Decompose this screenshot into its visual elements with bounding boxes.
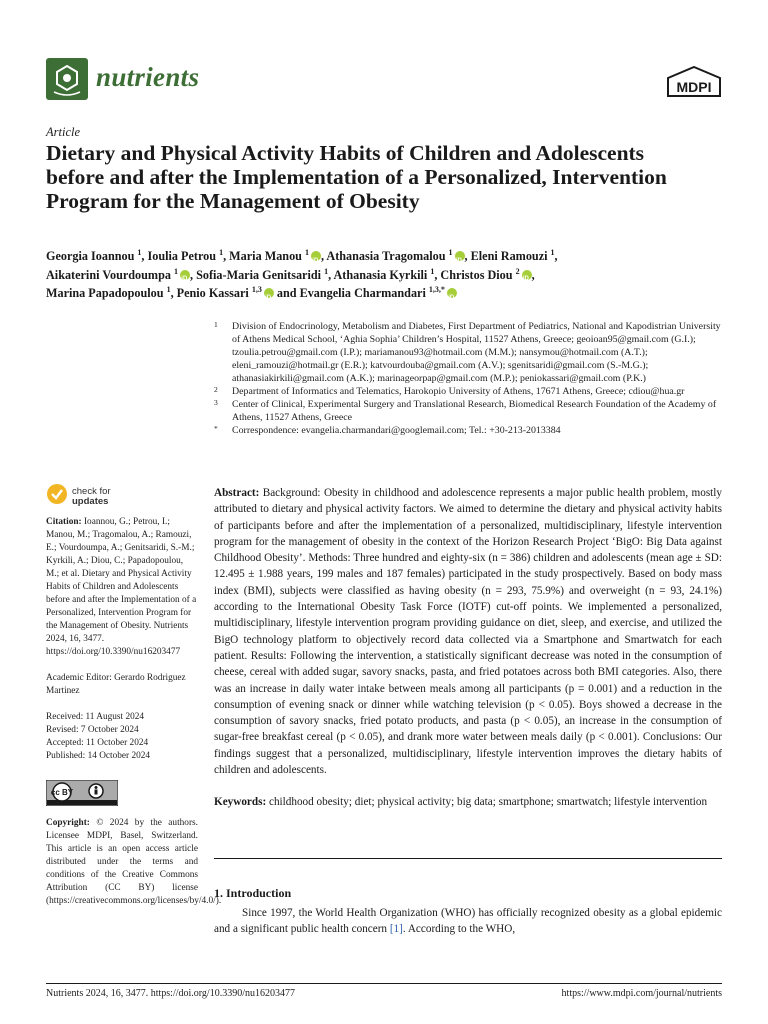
citation-text: Ioannou, G.; Petrou, I.; Manou, M.; Tragomalou, A.; Ramouzi, E.; Vourdoumpa, A.; Genitsaridi, S.-M.; Kyrkili, A.; Diou, C.; Papadopoulou, M.; et al. Dietary and Physical Activity Habits of Children and Adolescents before and after the Implementation of a Personalized, Intervention Program for the Management of Obesity. Nutrients 2024, 16, 3477. https://doi.org/10.3390/nu16203477 [46,517,197,657]
author [177,286,300,300]
author-separator: , [190,267,197,282]
author [148,249,230,263]
orcid-icon[interactable] [455,251,465,261]
intro-text-after: . According to the WHO, [402,923,516,936]
abstract-text: Background: Obesity in childhood and adolescence represents a major public health problem, mostly attributed to dietary and physical activity factors. We aimed to determine the dietary and physical activity habits of participants before and after the implementation of a personalized, multidisciplinary, lifestyle intervention program for the management of obesity in the context of the Horizon Research Project ‘BigO: Big Data against Childhood Obesity’. Methods: Three hundred and eighty-six (n = 386) children and adolescents (mean age ± SD: 12.495 ± 1.988 years, 199 males and 187 females) participated in the study prospectively. Based on body mass index (BMI), subjects were classified as having obesity (n = 293, 75.9%) and overweight (n = 93, 24.1%) according to the International Obesity Task Force (IOTF) cut-off points. We implemented a personalized, multidisciplinary, lifestyle intervention program providing guidance on diet, sleep, and exercise, and utilized the BigO technology platform to objectively record data collected via a Smartphone and Smartwatch for each patient. Results: Following the intervention, a statistically significant decrease was noted in the consumption of cheese, cereal with added sugar, savory snacks, pasta, and fried potatoes across both BMI categories. Also, there was an increase in daily water intake between meals among all participants (p = 0.001) and a reduction in the consumption of evening snack or dinner while watching television (p < 0.05). Boys showed a decrease in the consumption of savory snacks, fried potato products, and pasta (p < 0.05), an increase in the consumption of sugar-free breakfast cereal (p < 0.05), and drank more water between meals daily (p < 0.001). Conclusions: Our findings suggest that a personalized, multidisciplinary, lifestyle intervention improves the dietary habits of children and adolescents. [214,487,722,777]
citation-label: Citation: [46,517,82,527]
section-divider [214,858,722,859]
orcid-icon[interactable] [522,270,532,280]
author-separator: , [141,249,148,263]
author-affiliation-number: 1,3 [251,284,262,294]
author [46,268,196,282]
orcid-icon[interactable] [447,288,457,298]
affiliation-text: Correspondence: evangelia.charmandari@googlemail.com; Tel.: +30-213-2013384 [232,425,561,436]
author-separator: , [464,249,471,263]
abstract [214,485,722,778]
keywords-text: childhood obesity; diet; physical activity; big data; smartphone; smartwatch; lifestyle intervention [266,796,708,809]
orcid-icon[interactable] [311,251,321,261]
author-affiliation-number: 2 [515,266,520,276]
intro-heading: 1. Introduction [214,886,292,900]
affiliations [214,320,726,437]
affiliation-item [214,424,726,437]
author-affiliation-number: 1 [448,247,453,257]
page-header [46,58,722,104]
author-separator: , [170,286,177,300]
citation-block [46,516,198,659]
author-name: Georgia Ioannou [46,249,135,263]
orcid-icon[interactable] [264,288,274,298]
copyright-block [46,817,222,908]
affiliation-item [214,320,726,385]
author [326,249,470,263]
author-name: Eleni Ramouzi [470,249,548,263]
author-separator: and [273,286,300,300]
author-affiliation-number: 1 [550,247,555,257]
copyright-text: © 2024 by the authors. Licensee MDPI, Basel, Switzerland. This article is an open access article distributed under the terms and conditions of the Creative Commons Attribution (CC BY) license (https://creativecommons.org/licenses/by/4.0/). [46,818,222,906]
keywords [214,794,722,810]
affiliation-number: 2 [214,385,218,394]
author-name: Aikaterini Vourdoumpa [46,267,171,282]
author-affiliation-number: 1,3,* [428,284,445,294]
affiliation-item [214,385,726,398]
check-for-updates-badge[interactable] [46,480,198,510]
affiliation-text: Division of Endocrinology, Metabolism and Diabetes, First Department of Pediatrics, National and Kapodistrian University of Athens Medical School, ‘Aghia Sophia’ Children’s Hospital, 11527 Athens, Greece; geoioan95@gmail.com (G.I.); tzoulia.petrou@gmail.com (I.P.); mariamanou93@hotmail.com (M.M.); nansymou@hotmail.com (A.T.); eleni_ramouzi@hotmail.gr (E.R.); katvourdouba@gmail.com (A.V.); sgenitsaridi@gmail.com (S.-M.G.); athanasiakirkili@gmail.com (A.K.); marinageorpap@gmail.com (M.P.); peniokassari@gmail.com (P.K.) [232,321,721,384]
copyright-label: Copyright: [46,818,90,828]
author [440,268,534,282]
author [471,249,558,263]
affiliation-number: 3 [214,398,218,407]
article-type: Article [46,125,81,139]
author-name: Sofia-Maria Genitsaridi [196,267,322,282]
abstract-label: Abstract: [214,487,260,499]
author-name: Marina Papadopoulou [46,286,164,300]
footer-citation: Nutrients 2024, 16, 3477. https://doi.org/10.3390/nu16203477 [46,988,295,999]
citation-link[interactable]: [1] [389,923,403,936]
affiliation-number: 1 [214,320,218,329]
author-affiliation-number: 1 [305,247,309,257]
journal-name: nutrients [96,62,200,92]
publisher-name: MDPI [676,79,712,95]
abstract-section [214,485,722,811]
academic-editor: Academic Editor: Gerardo Rodriguez Martinez [46,673,186,696]
author-affiliation-number: 1 [174,266,178,276]
check-updates-line2: updates [72,496,109,507]
author [229,249,326,263]
cc-label: cc BY [50,788,74,797]
author [46,249,148,263]
published-date: Published: 14 October 2024 [46,751,151,761]
author-affiliation-number: 1 [324,266,329,276]
mdpi-logo-icon [666,66,722,100]
author-affiliation-number: 1 [166,284,171,294]
footer-journal-url[interactable]: https://www.mdpi.com/journal/nutrients [561,988,722,999]
author-separator: , [554,249,558,263]
author [333,268,440,282]
check-updates-line1: check for [72,486,111,497]
author-name: Christos Diou [440,267,513,282]
author-list [46,247,726,303]
author [46,286,177,300]
author-separator: , [223,249,230,263]
received-date: Received: 11 August 2024 [46,712,145,722]
nutrients-logo-icon [46,58,88,100]
affiliation-number: * [214,424,218,433]
author-name: Evangelia Charmandari [299,286,426,300]
revised-date: Revised: 7 October 2024 [46,725,139,735]
intro-paragraph [214,905,722,938]
author [300,286,457,300]
author-name: Maria Manou [229,249,302,263]
author-separator: , [434,267,441,282]
footer-divider [46,983,722,984]
author-affiliation-number: 1 [430,266,435,276]
sidebar [46,480,222,921]
author-name: Athanasia Tragomalou [326,249,446,263]
cc-by-license-icon[interactable] [46,780,118,806]
author-separator: , [531,267,535,282]
intro-text-before: Since 1997, the World Health Organization (WHO) has officially recognized obesity as a global epidemic and a significant public health concern [214,907,722,936]
article-title: Dietary and Physical Activity Habits of Children and Adolescents before and after the Implementation of a Personalized, Intervention Program for the Management of Obesity [46,141,667,213]
author-separator: , [328,267,334,282]
dates-block [46,711,198,763]
affiliation-item [214,398,726,424]
accepted-date: Accepted: 11 October 2024 [46,738,149,748]
affiliation-text: Center of Clinical, Experimental Surgery and Translational Research, Biomedical Research Foundation of the Academy of Athens, 11527 Athens, Greece [232,399,717,423]
check-updates-icon [46,483,68,505]
author-name: Ioulia Petrou [147,249,217,263]
author-separator: , [321,249,327,263]
orcid-icon[interactable] [180,270,190,280]
author-affiliation-number: 1 [219,247,224,257]
keywords-label: Keywords: [214,796,267,809]
author-name: Athanasia Kyrkili [333,267,428,282]
affiliation-text: Department of Informatics and Telematics, Harokopio University of Athens, 17671 Athens, Greece; cdiou@hua.gr [232,386,685,397]
author-affiliation-number: 1 [137,247,142,257]
author-name: Penio Kassari [176,286,249,300]
